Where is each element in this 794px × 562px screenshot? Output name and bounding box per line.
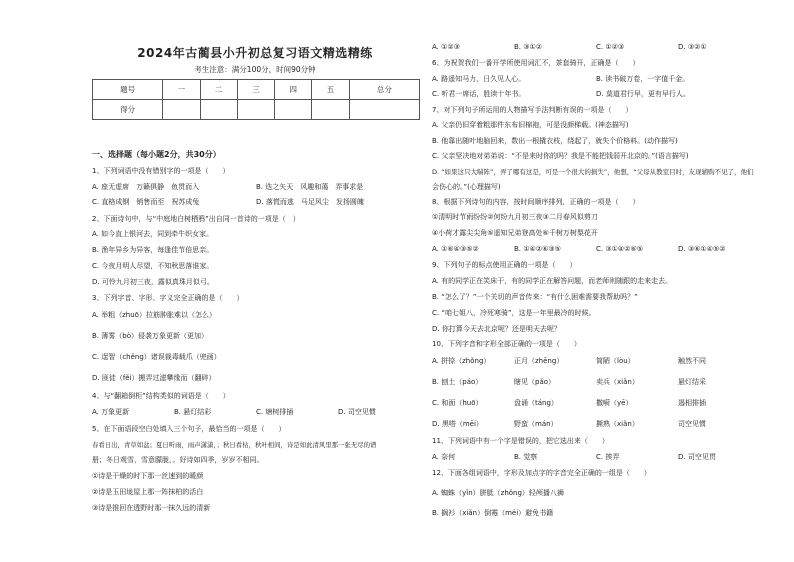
- question-5: 5、在下面语段空白处填入三个句子，最恰当的一项是（ ）: [92, 425, 286, 433]
- score-table-header-row: [93, 80, 420, 100]
- option[interactable]: B. 他靠出随叶地脑回来，数出一根撬衣枝，绕起了，就失个价格料。(动作描写): [432, 137, 678, 145]
- question-5-item: ③诗是推回在透野时那一抹久远的清新: [92, 504, 211, 512]
- option[interactable]: D. 匪徒（fěi）搬弄过滤攀缘而（翻碎）: [92, 374, 216, 382]
- score-cell: 四: [275, 80, 312, 100]
- option[interactable]: C. ①②③: [596, 43, 625, 51]
- option-part: 撕熟（xiǎn）: [596, 420, 639, 428]
- option[interactable]: C. 听君一席话，胜读十年书。: [432, 90, 526, 98]
- score-cell: 题号: [93, 80, 163, 100]
- score-cell: [275, 100, 312, 120]
- option[interactable]: B. ③①②: [514, 43, 543, 51]
- question-10-option-b[interactable]: [432, 378, 760, 387]
- question-6-options-2: [432, 90, 690, 99]
- section-title: 一、选择题（每小题2分，共30分）: [92, 150, 221, 159]
- option[interactable]: D. 你打算今天去北京呢？还是明天去呢？: [432, 325, 561, 333]
- option-part: 盘诵（táng）: [514, 399, 558, 407]
- option[interactable]: C. 父亲坚决地对弟弟说：“不是来时你的吗？我是不能把钱弱开北京的。”(语言描写): [432, 152, 689, 160]
- score-cell: 三: [237, 80, 274, 100]
- option-part: 撒嗬（yē）: [596, 399, 633, 407]
- question-5-item: ②诗是玉田垅屋上那一阵抹柏的活白: [92, 488, 204, 496]
- option[interactable]: A. 路遥知马力，日久见人心。: [432, 75, 526, 83]
- option-part: 卖兵（xiǎn）: [596, 378, 639, 386]
- option[interactable]: D. 落慌而逃 马足风尘 发扬圆魄: [256, 198, 364, 206]
- question-10-option-d[interactable]: [432, 420, 760, 429]
- option[interactable]: A. 父亲仍旧穿着粗那件东布旧棉袍，可是没颜梯载。(神态描写): [432, 121, 629, 129]
- option[interactable]: B. 搁衫（xiǎn）倒霉（méi）避免书籍: [432, 509, 554, 517]
- option[interactable]: A. 有的同学正在笑床干，有的同学正在解答问题，而老师则随跟的走来走去。: [432, 277, 673, 285]
- question-4-options: [92, 408, 420, 417]
- question-5-options: [432, 43, 760, 52]
- option-part: 瞎见（pǎo）: [514, 378, 556, 386]
- option[interactable]: B. 觉察: [514, 453, 538, 461]
- score-table: [92, 79, 420, 120]
- question-6: 6、为祝贺我们一番开学所使用词汇不，茶套骑开，正确是（ ）: [432, 59, 640, 67]
- question-9: 9、下列句子的标点使用正确的一项是（ ）: [432, 261, 577, 269]
- question-1: 1、下列词语中没有错别字的一项是（ ）: [92, 167, 230, 175]
- option-part: 触然不同: [678, 357, 706, 365]
- option[interactable]: D. ③⑥①④⑤②: [678, 245, 726, 253]
- question-5-passage-cont: 册；冬日观雪，雪意朦胧，。好诗如四季，岁岁不相同。: [92, 456, 264, 464]
- question-6-options: [432, 75, 689, 84]
- option[interactable]: C. ③①④②⑥⑤: [596, 245, 643, 253]
- option[interactable]: A. 蜘蛛（yǐn）胼胝（zhǒng）轻颅播八狮: [432, 489, 564, 497]
- score-cell: 总分: [349, 80, 419, 100]
- option-part: 野蛮（mán）: [514, 420, 558, 428]
- option[interactable]: B. ①④②⑥③⑤: [514, 245, 561, 253]
- option-part: 悬灯结采: [678, 378, 706, 386]
- option[interactable]: C. 逞智（chěng）诸误裁毒载爪（兜画）: [92, 353, 221, 361]
- option[interactable]: D. ③②①: [678, 43, 707, 51]
- option[interactable]: D. “如果这只大喘阵”，弄了哪有这是，可是一个很大的损失”，他想，“父母从教室目时，友现辅购不见了，他们: [432, 168, 754, 176]
- option[interactable]: A. 奈何: [432, 453, 456, 461]
- score-cell: 二: [200, 80, 237, 100]
- option[interactable]: C. 挨弄: [596, 453, 620, 461]
- question-5-passage: 春看日出，青草如盆；夏日听雨，雨声潇潇，；秋日看枯，秋叶相间，诗是如此清风里那一张无尽的谱: [92, 441, 377, 449]
- option-part: D. 黑嗒（mēi）: [432, 420, 483, 428]
- score-cell: [312, 100, 349, 120]
- option-part: A. 拼捺（zhǒng）: [432, 357, 491, 365]
- question-2: 2、下面诗句中，与“中庭地白树栖鸦”出自同一首诗的一项是（ ）: [92, 215, 300, 223]
- option[interactable]: B. 薄雾（bò）侵袭万象更新（更加）: [92, 332, 208, 340]
- score-cell: [349, 100, 419, 120]
- question-5-item: ①诗是干燥的时下那一丝速到的暖颜: [92, 472, 204, 480]
- option-continued: 会伤心的。”(心理描写): [432, 183, 501, 191]
- question-1-options: [92, 183, 363, 192]
- option[interactable]: B. 迭之矢天 风趣和蔼 弄事求是: [256, 183, 364, 191]
- option[interactable]: A. 万象更新: [92, 408, 130, 416]
- option[interactable]: B. 悬灯结彩: [174, 408, 212, 416]
- option-part: 正月（zhēng）: [514, 357, 564, 365]
- option-part: 遏相排插: [678, 399, 706, 407]
- option-part: C. 和面（huō）: [432, 399, 483, 407]
- question-10: 10、下列字音和字形全部正确的一项是（ ）: [432, 340, 581, 348]
- option-part: 司空见惯: [678, 420, 706, 428]
- question-7: 7、对下列句子所运用的人物描写手法判断有误的一项是（ ）: [432, 106, 633, 114]
- option[interactable]: A. ①⑥④③⑤②: [432, 245, 479, 253]
- question-8-options: [432, 245, 760, 254]
- option[interactable]: A. ①②③: [432, 43, 460, 51]
- score-cell: [237, 100, 274, 120]
- option[interactable]: C. 直格成钢 销售而至 祝苏成兔: [92, 198, 200, 206]
- score-cell: [163, 100, 200, 120]
- exam-notice: 考生注意：满分100分，时间90分钟: [194, 65, 316, 74]
- question-10-option-c[interactable]: [432, 399, 760, 408]
- option-part: 简陋（lòu）: [596, 357, 635, 365]
- question-8-items: ①清明时节雨纷纷②何纷九月初三夜③二月春风似剪刀: [432, 213, 598, 221]
- question-12: 12、下面各组词语中，字形及加点字的字音完全正确的一组是（ ）: [432, 469, 651, 477]
- option[interactable]: B. “怎么了？”一个关切的声音传来：“有什么困难需要我帮助吗？”: [432, 293, 638, 301]
- score-cell: [200, 100, 237, 120]
- option[interactable]: D. 莫道君行早，更有早行人。: [596, 90, 690, 98]
- option[interactable]: A. 座无虚席 万籁俱静 鱼贯而入: [92, 183, 200, 191]
- question-3: 3、下列字音、字形、字义完全正确的是（ ）: [92, 294, 244, 302]
- question-8: 8、根据下列诗句的内容，按时间顺序排列，正确的一项是（ ）: [432, 198, 640, 206]
- option[interactable]: A. 举粗（zhuō）拉筋肿胀难以（怎么）: [92, 311, 216, 319]
- option[interactable]: D. 司空见惯: [338, 408, 376, 416]
- score-cell: 一: [163, 80, 200, 100]
- option-part: B. 刨土（páo）: [432, 378, 483, 386]
- option[interactable]: B. 读书破万卷，一字值千金。: [596, 75, 690, 83]
- question-4: 4、与“翻箱倒柜”结构类似的词语是（ ）: [92, 392, 230, 400]
- question-8-items-2: ④小荷才露尖尖角⑤遥知兄弟登高处⑥千树万树梨花开: [432, 229, 598, 237]
- question-11: 11、下列词语中有一个字是错误的，把它选出来（ ）: [432, 437, 609, 445]
- page-title: 2024年古蔺县小升初总复习语文精选精练: [137, 46, 373, 60]
- question-1-options-2: [92, 198, 364, 207]
- question-11-options: [432, 453, 760, 462]
- option[interactable]: A. 如今直上银河去，同到牵牛织女家。: [92, 230, 214, 238]
- score-cell: 五: [312, 80, 349, 100]
- option[interactable]: B. 渔年异乡为异客，每逢佳节倍思亲。: [92, 246, 214, 254]
- question-10-option-a[interactable]: [432, 357, 760, 366]
- option[interactable]: C. 今夜月明人尽望，不知秋思落谁家。: [92, 262, 214, 270]
- option[interactable]: D. 可怜九月初三夜，露似真珠月似弓。: [92, 278, 214, 286]
- score-table-score-row: [93, 100, 420, 120]
- option[interactable]: C. 塘树排插: [256, 408, 294, 416]
- option[interactable]: D. 司空见贯: [678, 453, 716, 461]
- score-cell: 得分: [93, 100, 163, 120]
- option[interactable]: C. “咱七姐八，冷死寒骑”，这是一年里最冷的时候。: [432, 309, 596, 317]
